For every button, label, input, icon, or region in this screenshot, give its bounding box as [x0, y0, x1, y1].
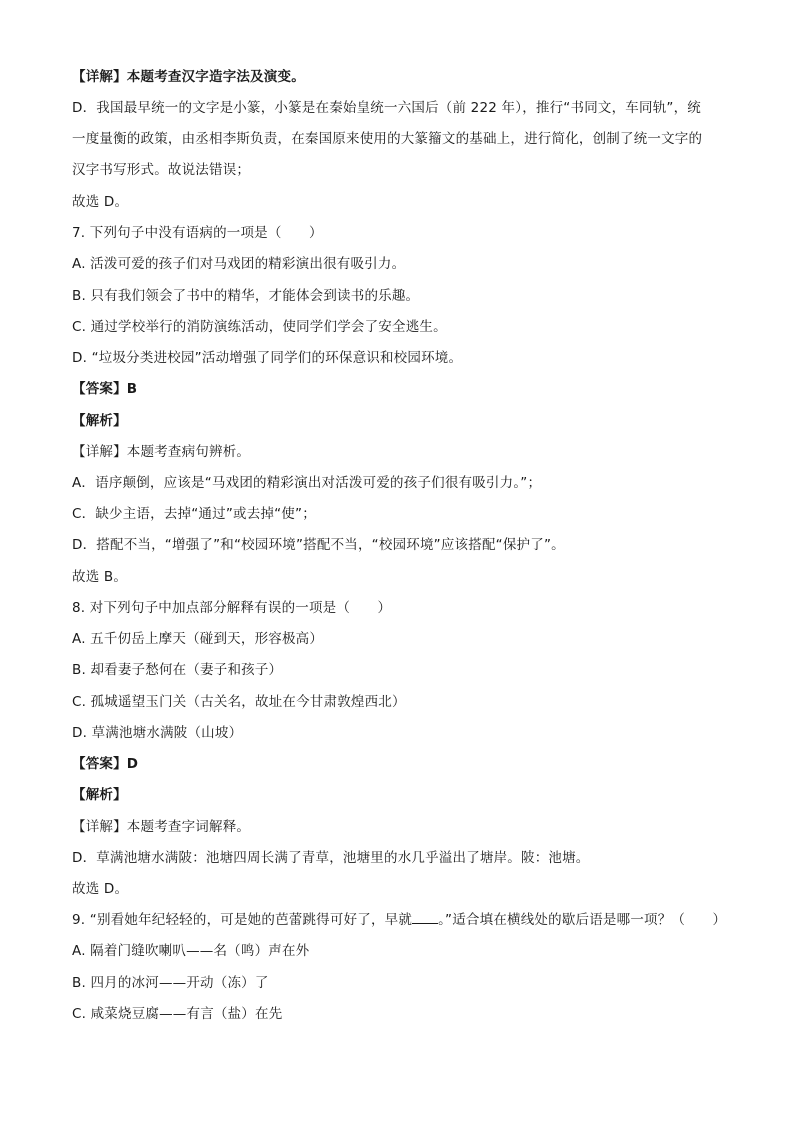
option-b: B. 四月的冰河——开动（冻）了 [72, 975, 269, 991]
analysis-label: 【解析】 [72, 413, 127, 429]
option-c: C. 孤城遥望玉门关（古关名，故址在今甘肃敦煌西北） [72, 694, 406, 710]
explanation-d: D．搭配不当，“增强了”和“校园环境”搭配不当，“校园环境”应该搭配“保护了”。 [72, 537, 565, 553]
option-a: A. 活泼可爱的孩子们对马戏团的精彩演出很有吸引力。 [72, 256, 406, 272]
question-9-text-before: 9. “别看她年纪轻轻的，可是她的芭蕾跳得可好了，早就 [72, 912, 413, 928]
option-c: C. 通过学校举行的消防演练活动，使同学们学会了安全逃生。 [72, 319, 447, 335]
fill-in-blank [412, 911, 438, 924]
paragraph-line: 汉字书写形式。故说法错误； [72, 162, 251, 178]
choice-conclusion: 故选 B。 [72, 569, 128, 585]
question-9-text-after: 。”适合填在横线处的歇后语是哪一项？（ ） [438, 912, 727, 928]
paragraph-line: 一度量衡的政策，由丞相李斯负责，在秦国原来使用的大篆籀文的基础上，进行简化，创制了统一文字的 [72, 131, 703, 147]
option-a: A. 隔着门缝吹喇叭——名（鸣）声在外 [72, 943, 310, 959]
detail-heading-1: 【详解】本题考查汉字造字法及演变。 [72, 69, 305, 85]
question-8: 8. 对下列句子中加点部分解释有误的一项是（ ） [72, 600, 392, 616]
explanation-d: D．草满池塘水满陂：池塘四周长满了青草，池塘里的水几乎溢出了塘岸。陂：池塘。 [72, 850, 590, 866]
option-a: A. 五千仞岳上摩天（碰到天，形容极高） [72, 631, 324, 647]
option-d: D. 草满池塘水满陂（山坡） [72, 725, 243, 741]
question-9 [72, 910, 726, 930]
choice-conclusion: 故选 D。 [72, 194, 129, 210]
question-7: 7. 下列句子中没有语病的一项是（ ） [72, 225, 323, 241]
answer-label: 【答案】B [72, 381, 138, 397]
option-c: C. 咸菜烧豆腐——有言（盐）在先 [72, 1006, 283, 1022]
explanation-c: C．缺少主语，去掉“通过”或去掉“使”； [72, 506, 316, 522]
paragraph-line: D．我国最早统一的文字是小篆，小篆是在秦始皇统一六国后（前 222 年），推行“书同文，车同轨”，统 [72, 100, 701, 116]
answer-label: 【答案】D [72, 756, 139, 772]
detail-heading-3: 【详解】本题考查字词解释。 [72, 819, 251, 835]
option-b: B. 却看妻子愁何在（妻子和孩子） [72, 662, 283, 678]
analysis-label: 【解析】 [72, 787, 127, 803]
explanation-a: A．语序颠倒，应该是“马戏团的精彩演出对活泼可爱的孩子们很有吸引力。”； [72, 475, 542, 491]
option-b: B. 只有我们领会了书中的精华，才能体会到读书的乐趣。 [72, 288, 420, 304]
option-d: D. “垃圾分类进校园”活动增强了同学们的环保意识和校园环境。 [72, 350, 463, 366]
detail-heading-2: 【详解】本题考查病句辨析。 [72, 444, 251, 460]
choice-conclusion: 故选 D。 [72, 881, 129, 897]
